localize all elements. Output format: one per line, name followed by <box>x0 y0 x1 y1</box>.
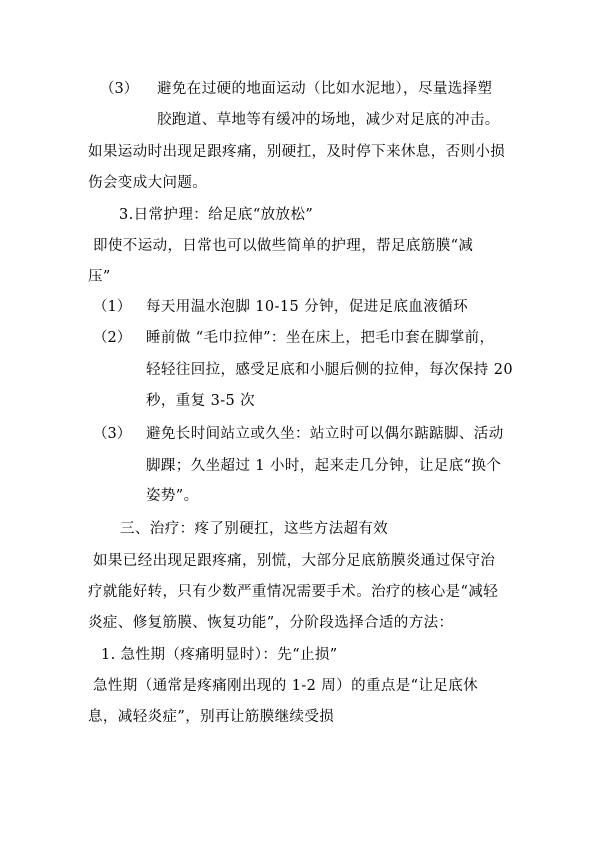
section-heading: 3.日常护理：给足底“放放松” <box>119 207 314 223</box>
text-line: 即使不运动，日常也可以做些简单的护理，帮足底筋膜“减 <box>93 238 474 254</box>
list-number-3: （3） <box>100 81 139 97</box>
text-line: 轻轻往回拉，感受足底和小腿后侧的拉伸，每次保持 20 <box>146 362 513 378</box>
text-line: 炎症、修复筋膜、恢复功能”，分阶段选择合适的方法： <box>88 615 454 631</box>
text-line: 急性期（通常是疼痛刚出现的 1-2 周）的重点是“让足底休 <box>93 678 479 694</box>
text-line: 秒，重复 3-5 次 <box>146 393 256 409</box>
text-line: 脚踝；久坐超过 1 小时，起来走几分钟，让足底“换个 <box>146 458 502 474</box>
list-number-1: （1） <box>93 299 132 315</box>
text-line: 如果运动时出现足跟疼痛，别硬扛，及时停下来休息，否则小损 <box>88 144 506 160</box>
text-line: 避免长时间站立或久坐：站立时可以偶尔踮踮脚、活动 <box>146 426 504 442</box>
text-line: 胶跑道、草地等有缓冲的场地，减少对足底的冲击。 <box>157 112 500 128</box>
text-line: 每天用温水泡脚 10-15 分钟，促进足底血液循环 <box>146 299 469 315</box>
list-number-2: （2） <box>93 330 132 346</box>
subsection-heading: 1. 急性期（疼痛明显时）：先“止损” <box>101 647 338 663</box>
text-line: 如果已经出现足跟疼痛，别慌，大部分足底筋膜炎通过保守治 <box>93 553 496 569</box>
text-line: 伤会变成大问题。 <box>88 175 208 191</box>
text-line: 压” <box>88 269 111 285</box>
list-number-3b: （3） <box>93 426 132 442</box>
text-line: 避免在过硬的地面运动（比如水泥地），尽量选择塑 <box>157 81 493 97</box>
section-heading: 三、治疗：疼了别硬扛，这些方法超有效 <box>120 521 389 537</box>
text-line: 姿势”。 <box>146 488 199 504</box>
text-line: 息，减轻炎症”，别再让筋膜继续受损 <box>88 709 335 725</box>
text-line: 睡前做 “毛巾拉伸”：坐在床上，把毛巾套在脚掌前， <box>146 330 495 346</box>
text-line: 疗就能好转，只有少数严重情况需要手术。治疗的核心是“减轻 <box>88 584 499 600</box>
